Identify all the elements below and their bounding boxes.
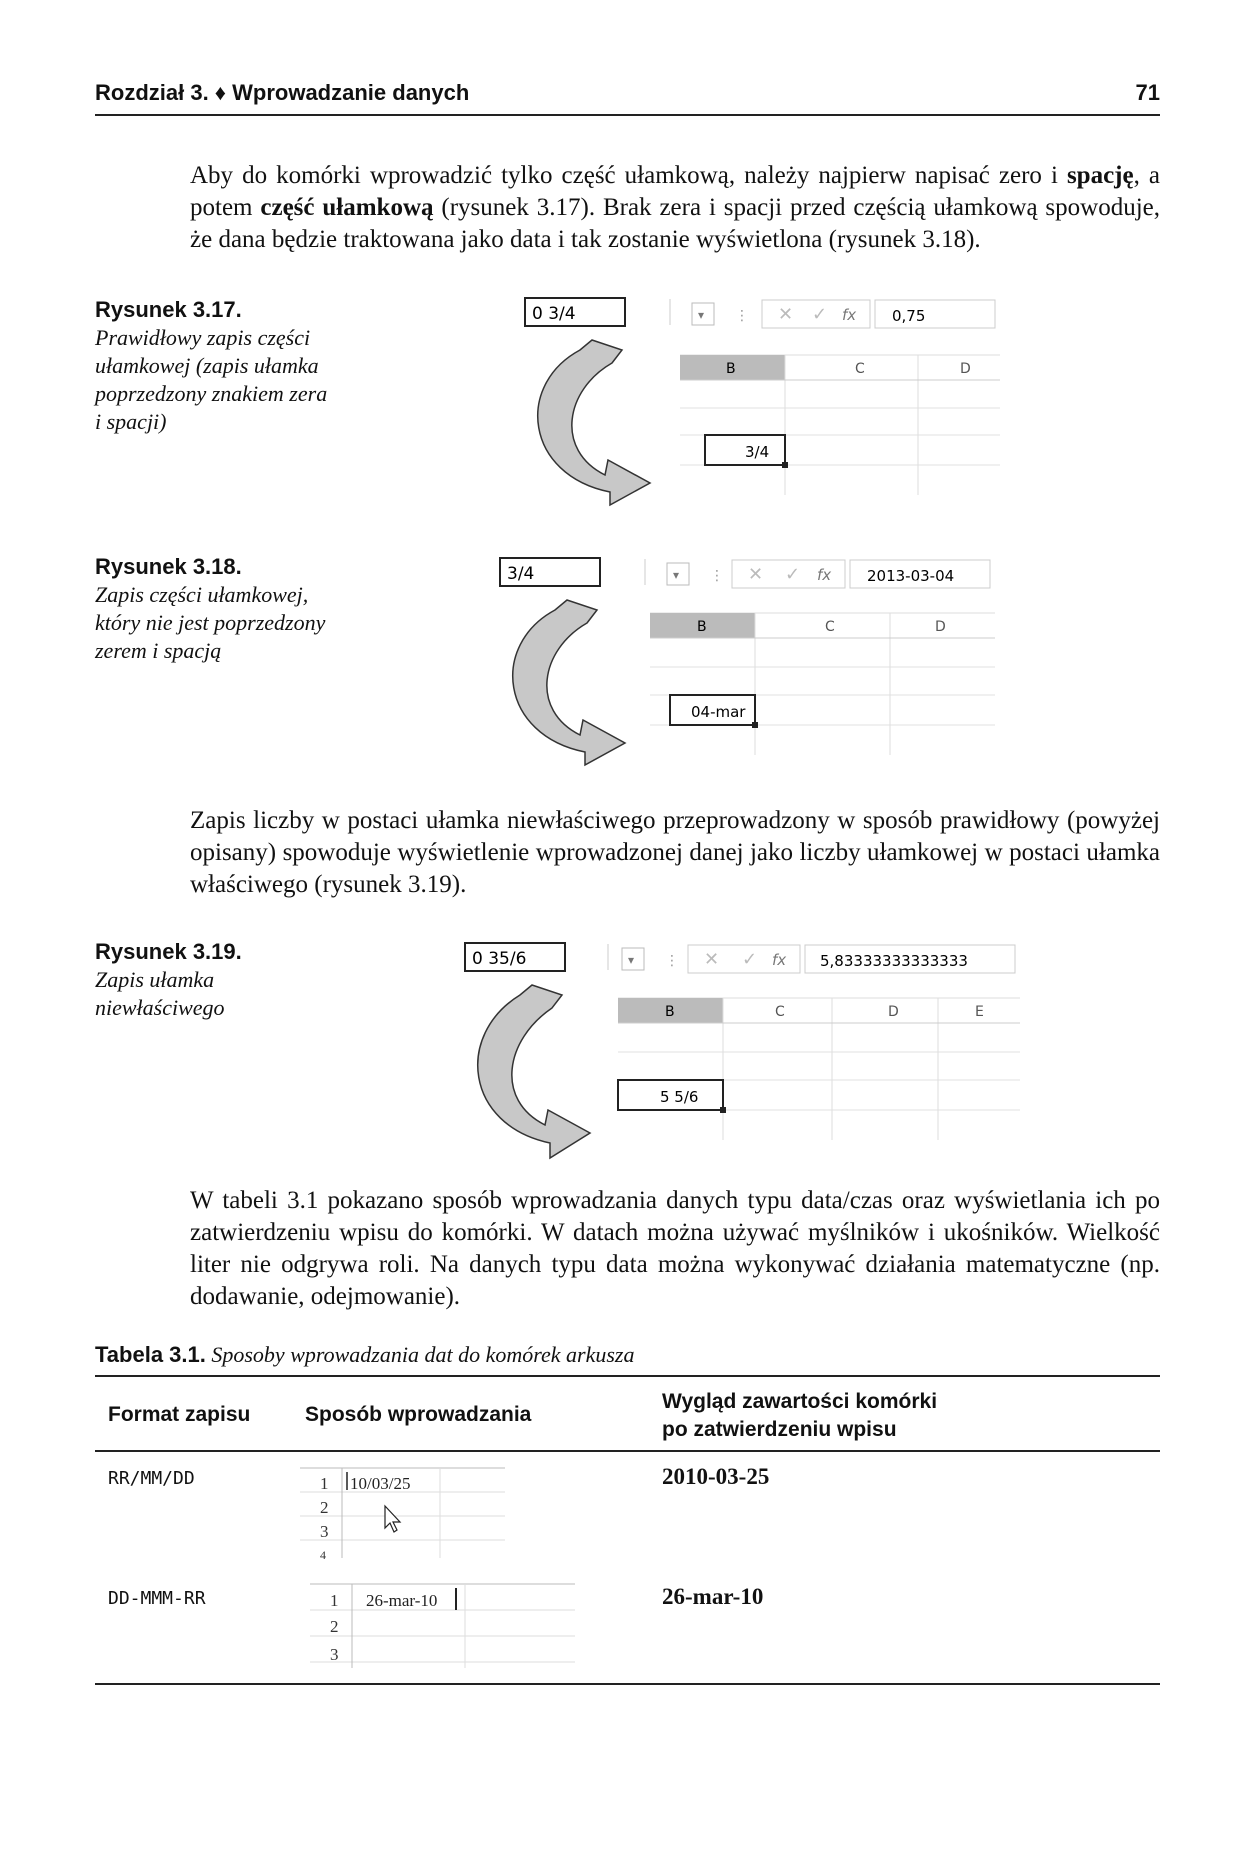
fx-icon: fx [772, 951, 787, 969]
check-icon: ✓ [785, 564, 801, 585]
svg-text:⋮: ⋮ [735, 308, 749, 324]
cell-result: 04-mar [691, 703, 746, 721]
column-header-b: B [665, 1004, 675, 1020]
svg-text:⋮: ⋮ [665, 953, 679, 969]
figure-19-caption [95, 938, 335, 1022]
column-header-d: D [960, 361, 971, 377]
formula-bar-value: 0,75 [892, 307, 926, 325]
formula-bar-value: 2013-03-04 [867, 567, 955, 585]
table-row-1-format: RR/MM/DD [108, 1468, 195, 1489]
figure-description: Zapis części ułamkowej, który nie jest poprzedzony zerem i spacją [95, 582, 326, 663]
figure-17-screenshot [520, 295, 1000, 515]
table-header-input: Sposób wprowadzania [305, 1403, 532, 1426]
table-row-2-format: DD-MMM-RR [108, 1588, 206, 1609]
column-header-e: E [975, 1004, 984, 1020]
column-header-d: D [935, 619, 946, 635]
svg-text:▾: ▾ [673, 568, 680, 582]
typed-value: 3/4 [507, 564, 535, 584]
check-icon: ✓ [812, 304, 828, 325]
figure-19-screenshot [460, 940, 1020, 1170]
table-description: Sposoby wprowadzania dat do komórek arkusza [211, 1342, 635, 1367]
column-header-d: D [888, 1004, 899, 1020]
row-number: 1 [330, 1591, 339, 1610]
typed-value: 0 3/4 [532, 304, 576, 324]
table-row-1-result: 2010-03-25 [662, 1464, 770, 1489]
text: Aby do komórki wprowadzić tylko część ułamkową, należy najpierw napisać zero i [190, 162, 1067, 189]
paragraph-2: Zapis liczby w postaci ułamka niewłaściwego przeprowadzony w sposób prawidłowy (powyżej opisany) spowoduje wyświetlenie wprowadzonej danej jako liczby ułamkowej w postaci ułamka właściwego (rysunek 3.19). [190, 807, 1160, 898]
figure-description: Zapis ułamka niewłaściwego [95, 967, 225, 1020]
column-header-c: C [825, 619, 835, 635]
svg-text:▾: ▾ [628, 953, 635, 967]
row-number: 3 [330, 1645, 339, 1664]
cancel-icon: ✕ [748, 564, 764, 585]
paragraph-1 [190, 160, 1160, 256]
fx-icon: fx [817, 566, 832, 584]
typed-value: 10/03/25 [350, 1474, 411, 1493]
table-header-rule [95, 1450, 1160, 1452]
svg-text:⋮: ⋮ [710, 568, 724, 584]
page-number: 71 [1135, 80, 1160, 105]
check-icon: ✓ [742, 949, 758, 970]
arrow-icon [538, 340, 650, 505]
running-header [95, 78, 1160, 116]
table-row-2-input-screenshot [310, 1578, 580, 1673]
column-header-c: C [855, 361, 865, 377]
row-number: 2 [320, 1498, 329, 1517]
table-header-result-line1: Wygląd zawartości komórki [662, 1390, 938, 1413]
chapter-title: Rozdział 3. ♦ Wprowadzanie danych [95, 80, 470, 105]
typed-value: 26-mar-10 [366, 1591, 438, 1610]
arrow-icon [478, 985, 590, 1158]
table-caption [95, 1342, 634, 1368]
table-label: Tabela 3.1. [95, 1342, 206, 1367]
row-number: 1 [320, 1474, 329, 1493]
figure-17-caption [95, 296, 335, 436]
text: (rysunek 3.17). Brak zera i spacji przed częścią ułamkową spowoduje, że dana będzie traktowana jako data i tak zostanie wyświetlona (rysunek 3.18). [190, 194, 1160, 253]
table-row-1-input-screenshot [300, 1462, 510, 1567]
cell-result: 5 5/6 [660, 1088, 699, 1106]
fx-icon: fx [842, 306, 857, 324]
svg-text:▾: ▾ [698, 308, 705, 322]
arrow-icon [513, 600, 625, 765]
table-row-2-result: 26-mar-10 [662, 1584, 764, 1609]
column-header-b: B [726, 361, 736, 377]
cancel-icon: ✕ [778, 304, 794, 325]
table-top-rule [95, 1375, 1160, 1377]
bold-text: spację [1066, 162, 1134, 189]
text: , a potem [190, 162, 1160, 221]
column-header-c: C [775, 1004, 785, 1020]
figure-description: Prawidłowy zapis części ułamkowej (zapis ułamka poprzedzony znakiem zera i spacji) [95, 325, 328, 434]
table-header-result-line2: po zatwierdzeniu wpisu [662, 1418, 897, 1441]
figure-label: Rysunek 3.19. [95, 939, 242, 964]
column-header-b: B [697, 619, 707, 635]
mouse-cursor-icon [385, 1506, 400, 1532]
table-header-format: Format zapisu [108, 1403, 251, 1426]
paragraph-3: W tabeli 3.1 pokazano sposób wprowadzania danych typu data/czas oraz wyświetlania ich po zatwierdzeniu wpisu do komórki. W datach można używać myślników i ukośników. Wielkość liter nie odgrywa roli. Na danych typu data można wykonywać działania matematyczne (np. dodawanie, odejmowanie). [190, 1187, 1160, 1310]
row-number: 3 [320, 1522, 329, 1541]
row-number: 4 [320, 1548, 326, 1562]
bold-text: część ułamkową [260, 194, 434, 221]
figure-18-screenshot [495, 555, 995, 775]
typed-value: 0 35/6 [472, 949, 527, 969]
figure-18-caption [95, 553, 335, 665]
cancel-icon: ✕ [704, 949, 720, 970]
figure-label: Rysunek 3.17. [95, 297, 242, 322]
table-bottom-rule [95, 1683, 1160, 1685]
figure-label: Rysunek 3.18. [95, 554, 242, 579]
formula-bar-value: 5,83333333333333 [820, 952, 968, 970]
cell-result: 3/4 [745, 443, 770, 461]
row-number: 2 [330, 1617, 339, 1636]
